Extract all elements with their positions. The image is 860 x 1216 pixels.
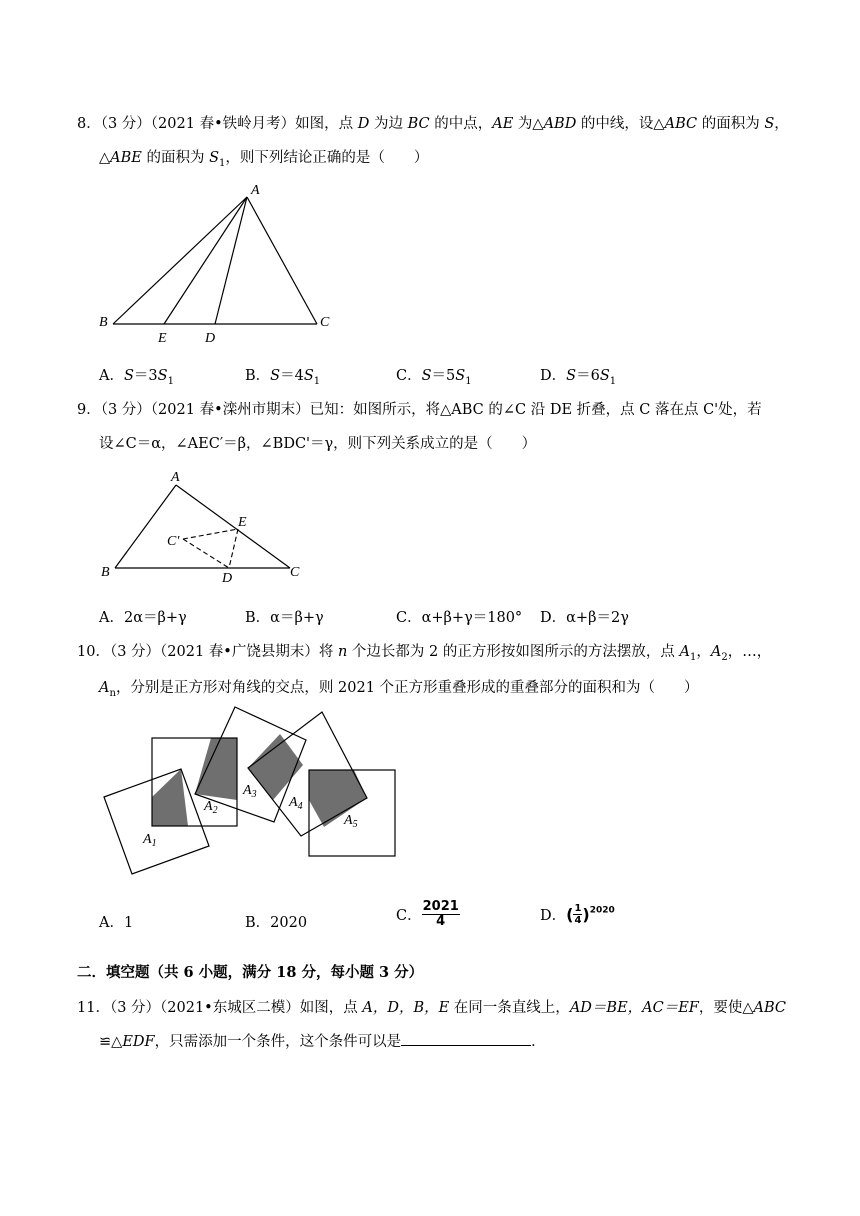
q10-label-a5: $A_5$ [344,813,358,830]
q9-label-e: E [238,515,247,530]
q9-line1: 9．（3 分）（2021 春•滦州市期末）已知：如图所示，将△ABC 的∠C 沿 DE 折叠，点 C 落在点 C'处，若 [77,402,762,418]
q8-option-c[interactable]: C．$S=5S_1$ [396,368,472,387]
q8-label-e: E [158,331,167,346]
q9-option-b[interactable]: B．α＝β+γ [245,610,324,626]
q11-answer-blank[interactable] [401,1033,531,1046]
q10-option-d-fraction: $\frac{1}{4}$ [574,903,582,926]
q10-option-c-fraction: $\frac{2021}{4}$ [422,899,459,929]
q9-label-b: B [101,565,110,580]
q9-label-d: D [222,571,233,586]
q10-option-a[interactable]: A．1 [99,915,134,931]
q8-label-a: A [251,183,260,198]
q10-option-b[interactable]: B．2020 [245,915,308,931]
q9-label-c: C [290,565,300,580]
q8-option-d[interactable]: D．$S=6S_1$ [540,368,617,387]
q9-option-d[interactable]: D．α+β＝2γ [540,610,629,626]
q9-fold-figure [95,466,315,588]
q10-label-a2: $A_2$ [204,799,218,816]
q8-option-a[interactable]: A．$S=3S_1$ [99,368,174,387]
q10-option-d[interactable]: D．( $\frac{1}{4}$ )$^{2020}$ [540,903,615,926]
q10-line2: $A_n$，分别是正方形对角线的交点，则 2021 个正方形重叠形成的重叠部分的面积和为（ ） [99,680,699,699]
q9-option-c[interactable]: C．α+β+γ＝180° [396,610,523,626]
q9-line2: 设∠C＝α，∠AEC′＝β，∠BDC'＝γ，则下列关系成立的是（ ） [99,436,537,452]
q8-triangle-figure [95,180,345,350]
q11-line2: ≌△EDF，只需添加一个条件，这个条件可以是 ． [99,1034,546,1050]
q8-line1: 8．（3 分）（2021 春•铁岭月考）如图，点 D 为边 BC 的中点，AE 为△ABD 的中线，设△ABC 的面积为 S， [77,116,789,132]
q11-line1: 11．（3 分）（2021•东城区二模）如图，点 A，D，B，E 在同一条直线上，AD＝BE，AC＝EF，要使△ABC [77,1000,787,1016]
q9-label-cprime: C' [167,534,180,549]
q10-line1: 10．（3 分）（2021 春•广饶县期末）将 n 个边长都为 2 的正方形按如图所示的方法摆放，点 $A_1$，$A_2$，…， [77,644,772,663]
q10-option-c[interactable]: C． $\frac{2021}{4}$ [396,899,459,929]
q8-label-b: B [99,315,108,330]
q10-label-a1: $A_1$ [143,832,157,849]
q10-label-a4: $A_4$ [289,795,303,812]
q8-option-b[interactable]: B．$S=4S_1$ [245,368,321,387]
q10-label-a3: $A_3$ [243,783,257,800]
q8-line2: △ABE 的面积为 $S_1$，则下列结论正确的是（ ） [99,150,429,169]
section-2-title: 二．填空题（共 6 小题，满分 18 分，每小题 3 分） [77,964,424,981]
q8-label-c: C [320,315,330,330]
q8-label-d: D [205,331,216,346]
q9-label-a: A [171,470,180,485]
q10-squares-figure [95,700,405,880]
q9-option-a[interactable]: A．2α＝β+γ [99,610,187,626]
